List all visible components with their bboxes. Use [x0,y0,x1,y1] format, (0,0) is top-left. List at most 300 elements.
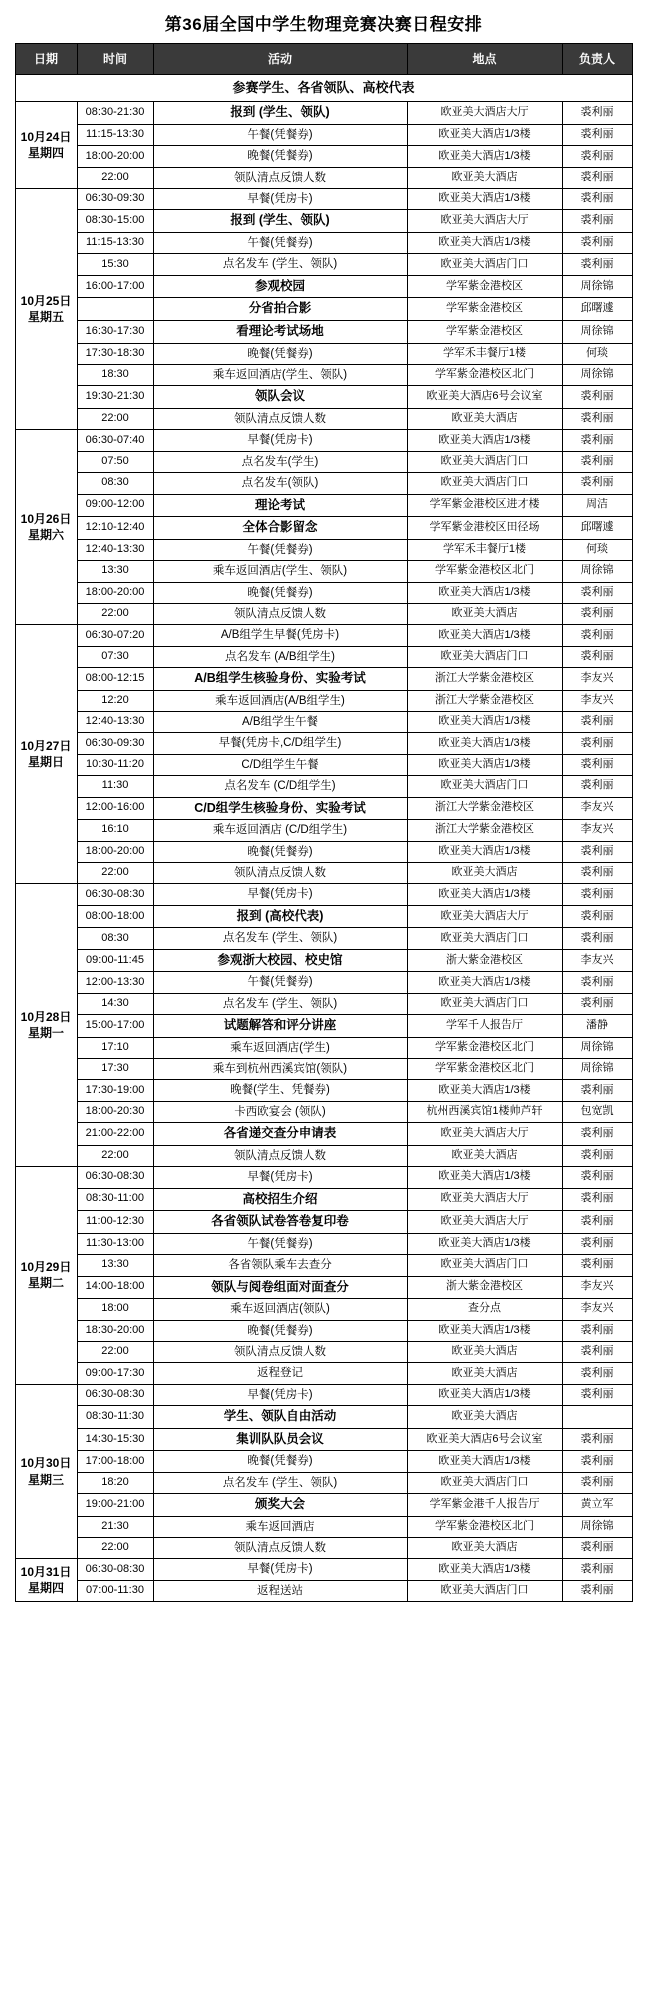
time-cell: 08:30 [77,928,153,949]
time-cell: 19:00-21:00 [77,1494,153,1517]
person-cell: 裘利丽 [562,1211,632,1234]
time-cell: 15:00-17:00 [77,1015,153,1038]
activity-cell: 试题解答和评分讲座 [153,1015,407,1038]
time-cell: 17:30 [77,1059,153,1080]
location-cell: 欧亚美大酒店1/3楼 [407,1233,562,1254]
time-cell: 13:30 [77,561,153,582]
table-row [15,1538,632,1559]
location-cell: 欧亚美大酒店门口 [407,646,562,667]
time-cell: 18:00-20:00 [77,841,153,862]
location-cell: 学军紫金港校区北门 [407,1059,562,1080]
date-cell: 10月28日 星期一 [15,884,77,1167]
time-cell: 11:30-13:00 [77,1233,153,1254]
time-cell: 07:30 [77,646,153,667]
table-row [15,668,632,691]
time-cell: 09:00-17:30 [77,1363,153,1384]
location-cell: 学军紫金港校区 [407,275,562,298]
time-cell: 08:30-11:00 [77,1188,153,1211]
person-cell: 裘利丽 [562,1428,632,1451]
person-cell: 裘利丽 [562,1363,632,1384]
person-cell: 裘利丽 [562,1320,632,1341]
time-cell: 18:00 [77,1299,153,1320]
table-row [15,972,632,993]
table-row [15,1559,632,1580]
time-cell: 22:00 [77,167,153,188]
activity-cell: C/D组学生午餐 [153,754,407,775]
table-row [15,1255,632,1276]
location-cell: 欧亚美大酒店门口 [407,928,562,949]
person-cell: 裘利丽 [562,972,632,993]
activity-cell: 点名发车 (学生、领队) [153,254,407,275]
activity-cell: 乘车返回酒店(学生、领队) [153,365,407,386]
activity-cell: 学生、领队自由活动 [153,1406,407,1429]
date-cell: 10月30日 星期三 [15,1384,77,1559]
table-row [15,1145,632,1166]
col-activity: 活动 [153,44,407,75]
time-cell: 06:30-07:20 [77,625,153,646]
time-cell: 17:10 [77,1037,153,1058]
activity-cell: 领队清点反馈人数 [153,1538,407,1559]
table-row [15,539,632,560]
activity-cell: 早餐(凭房卡) [153,430,407,451]
date-cell: 10月31日 星期四 [15,1559,77,1602]
person-cell: 裘利丽 [562,993,632,1014]
person-cell: 裘利丽 [562,167,632,188]
person-cell: 周徐锦 [562,275,632,298]
activity-cell: 乘车返回酒店 (C/D组学生) [153,820,407,841]
table-row [15,494,632,517]
subtitle-row [15,75,632,102]
location-cell: 学军禾丰餐厅1楼 [407,343,562,364]
time-cell: 06:30-07:40 [77,430,153,451]
activity-cell: 看理论考试场地 [153,321,407,344]
table-row [15,820,632,841]
time-cell: 10:30-11:20 [77,754,153,775]
location-cell: 欧亚美大酒店大厅 [407,1123,562,1146]
table-row [15,1211,632,1234]
time-cell: 22:00 [77,1145,153,1166]
activity-cell: 点名发车 (学生、领队) [153,928,407,949]
activity-cell: A/B组学生核验身份、实验考试 [153,668,407,691]
person-cell: 周徐锦 [562,1037,632,1058]
activity-cell: 各省递交查分申请表 [153,1123,407,1146]
table-row [15,1101,632,1122]
person-cell: 裘利丽 [562,1341,632,1362]
activity-cell: 乘车返回酒店 [153,1516,407,1537]
table-row [15,1341,632,1362]
person-cell: 裘利丽 [562,102,632,125]
person-cell: 裘利丽 [562,884,632,905]
person-cell: 周徐锦 [562,321,632,344]
activity-cell: 报到 (高校代表) [153,905,407,928]
person-cell: 裘利丽 [562,1472,632,1493]
person-cell: 裘利丽 [562,1384,632,1405]
location-cell: 杭州西溪宾馆1楼帅芦轩 [407,1101,562,1122]
date-cell: 10月25日 星期五 [15,189,77,430]
person-cell: 李友兴 [562,820,632,841]
time-cell: 11:00-12:30 [77,1211,153,1234]
activity-cell: 乘车返回酒店(领队) [153,1299,407,1320]
table-row [15,646,632,667]
activity-cell: 理论考试 [153,494,407,517]
activity-cell: 领队清点反馈人数 [153,1145,407,1166]
person-cell: 裘利丽 [562,1145,632,1166]
location-cell: 欧亚美大酒店1/3楼 [407,1384,562,1405]
time-cell: 12:10-12:40 [77,517,153,540]
table-row [15,862,632,883]
activity-cell: 领队清点反馈人数 [153,409,407,430]
table-row [15,1428,632,1451]
person-cell [562,1406,632,1429]
location-cell: 欧亚美大酒店6号会议室 [407,386,562,409]
person-cell: 邱曙遽 [562,517,632,540]
table-row [15,1494,632,1517]
table-row [15,561,632,582]
col-time: 时间 [77,44,153,75]
location-cell: 欧亚美大酒店1/3楼 [407,1451,562,1472]
person-cell: 裘利丽 [562,1451,632,1472]
location-cell: 查分点 [407,1299,562,1320]
person-cell: 裘利丽 [562,1167,632,1188]
person-cell: 周洁 [562,494,632,517]
time-cell: 22:00 [77,409,153,430]
activity-cell: 晚餐(学生、凭餐券) [153,1080,407,1101]
activity-cell: 乘车返回酒店(学生) [153,1037,407,1058]
activity-cell: 晚餐(凭餐券) [153,1451,407,1472]
person-cell: 裘利丽 [562,862,632,883]
table-row [15,409,632,430]
time-cell: 14:00-18:00 [77,1276,153,1299]
activity-cell: 点名发车 (学生、领队) [153,1472,407,1493]
location-cell: 欧亚美大酒店大厅 [407,1211,562,1234]
time-cell: 06:30-09:30 [77,189,153,210]
location-cell: 欧亚美大酒店1/3楼 [407,884,562,905]
location-cell: 欧亚美大酒店门口 [407,993,562,1014]
col-location: 地点 [407,44,562,75]
location-cell: 欧亚美大酒店门口 [407,451,562,472]
location-cell: 学军紫金港校区 [407,298,562,321]
activity-cell: 领队清点反馈人数 [153,1341,407,1362]
location-cell: 欧亚美大酒店 [407,167,562,188]
location-cell: 欧亚美大酒店大厅 [407,1188,562,1211]
time-cell: 16:10 [77,820,153,841]
activity-cell: 点名发车 (学生、领队) [153,993,407,1014]
location-cell: 学军紫金港校区进才楼 [407,494,562,517]
person-cell: 周徐锦 [562,1516,632,1537]
location-cell: 欧亚美大酒店大厅 [407,102,562,125]
activity-cell: 领队清点反馈人数 [153,862,407,883]
activity-cell: 早餐(凭房卡) [153,1384,407,1405]
time-cell: 15:30 [77,254,153,275]
location-cell: 欧亚美大酒店 [407,862,562,883]
table-row [15,124,632,145]
time-cell: 06:30-09:30 [77,733,153,754]
time-cell: 13:30 [77,1255,153,1276]
time-cell: 08:30-15:00 [77,210,153,233]
location-cell: 欧亚美大酒店1/3楼 [407,582,562,603]
table-row [15,928,632,949]
location-cell: 浙江大学紫金港校区 [407,820,562,841]
person-cell: 裘利丽 [562,776,632,797]
activity-cell: 返程送站 [153,1580,407,1601]
location-cell: 欧亚美大酒店1/3楼 [407,124,562,145]
table-row [15,603,632,624]
time-cell: 18:20 [77,1472,153,1493]
person-cell: 裘利丽 [562,841,632,862]
activity-cell: A/B组学生午餐 [153,712,407,733]
table-row [15,1363,632,1384]
activity-cell: 领队与阅卷组面对面查分 [153,1276,407,1299]
activity-cell: 领队清点反馈人数 [153,603,407,624]
time-cell: 16:00-17:00 [77,275,153,298]
table-row [15,949,632,972]
activity-cell: 午餐(凭餐券) [153,124,407,145]
activity-cell: 高校招生介绍 [153,1188,407,1211]
activity-cell: 乘车到杭州西溪宾馆(领队) [153,1059,407,1080]
activity-cell: 晚餐(凭餐券) [153,582,407,603]
date-cell: 10月24日 星期四 [15,102,77,189]
location-cell: 欧亚美大酒店 [407,1145,562,1166]
time-cell: 17:00-18:00 [77,1451,153,1472]
time-cell: 11:15-13:30 [77,233,153,254]
table-row [15,841,632,862]
table-row [15,386,632,409]
table-row [15,1451,632,1472]
time-cell: 12:20 [77,690,153,711]
activity-cell: 领队会议 [153,386,407,409]
location-cell: 欧亚美大酒店1/3楼 [407,1320,562,1341]
time-cell: 22:00 [77,862,153,883]
activity-cell: 早餐(凭房卡,C/D组学生) [153,733,407,754]
table-row [15,1516,632,1537]
time-cell: 16:30-17:30 [77,321,153,344]
table-row [15,365,632,386]
table-row [15,298,632,321]
person-cell: 裘利丽 [562,928,632,949]
col-date: 日期 [15,44,77,75]
time-cell: 06:30-08:30 [77,1167,153,1188]
activity-cell: 午餐(凭餐券) [153,1233,407,1254]
location-cell: 浙大紫金港校区 [407,1276,562,1299]
person-cell: 潘静 [562,1015,632,1038]
table-row [15,582,632,603]
time-cell: 11:15-13:30 [77,124,153,145]
person-cell: 李友兴 [562,797,632,820]
activity-cell: 早餐(凭房卡) [153,1559,407,1580]
person-cell: 李友兴 [562,690,632,711]
person-cell: 裘利丽 [562,233,632,254]
table-row [15,1080,632,1101]
activity-cell: 点名发车(领队) [153,473,407,494]
location-cell: 欧亚美大酒店1/3楼 [407,233,562,254]
time-cell: 18:00-20:00 [77,582,153,603]
person-cell: 李友兴 [562,668,632,691]
location-cell: 学军紫金港校区北门 [407,1516,562,1537]
table-row [15,473,632,494]
time-cell: 19:30-21:30 [77,386,153,409]
person-cell: 裘利丽 [562,1255,632,1276]
subtitle: 参赛学生、各省领队、高校代表 [15,75,632,102]
time-cell: 08:00-12:15 [77,668,153,691]
activity-cell: 全体合影留念 [153,517,407,540]
activity-cell: 早餐(凭房卡) [153,189,407,210]
table-row [15,905,632,928]
time-cell: 06:30-08:30 [77,884,153,905]
person-cell: 裘利丽 [562,430,632,451]
time-cell: 22:00 [77,1341,153,1362]
location-cell: 欧亚美大酒店1/3楼 [407,841,562,862]
activity-cell: 颁奖大会 [153,1494,407,1517]
location-cell: 欧亚美大酒店1/3楼 [407,1167,562,1188]
person-cell: 裘利丽 [562,210,632,233]
time-cell: 08:30 [77,473,153,494]
person-cell: 裘利丽 [562,451,632,472]
location-cell: 欧亚美大酒店1/3楼 [407,146,562,167]
table-row [15,1320,632,1341]
table-row [15,1580,632,1601]
location-cell: 学军紫金港千人报告厅 [407,1494,562,1517]
person-cell: 裘利丽 [562,1559,632,1580]
col-person: 负责人 [562,44,632,75]
activity-cell: 午餐(凭餐券) [153,972,407,993]
time-cell: 06:30-08:30 [77,1384,153,1405]
location-cell: 欧亚美大酒店1/3楼 [407,1080,562,1101]
person-cell: 裘利丽 [562,409,632,430]
location-cell: 欧亚美大酒店1/3楼 [407,754,562,775]
activity-cell: A/B组学生早餐(凭房卡) [153,625,407,646]
activity-cell: 领队清点反馈人数 [153,167,407,188]
table-row [15,1299,632,1320]
table-row [15,210,632,233]
person-cell: 周徐锦 [562,561,632,582]
activity-cell: 报到 (学生、领队) [153,210,407,233]
time-cell: 17:30-19:00 [77,1080,153,1101]
person-cell: 李友兴 [562,1299,632,1320]
location-cell: 学军紫金港校区北门 [407,365,562,386]
time-cell: 08:30-11:30 [77,1406,153,1429]
location-cell: 欧亚美大酒店 [407,409,562,430]
activity-cell: 点名发车(学生) [153,451,407,472]
time-cell: 12:00-13:30 [77,972,153,993]
time-cell: 18:30-20:00 [77,1320,153,1341]
location-cell: 欧亚美大酒店1/3楼 [407,430,562,451]
table-row [15,1167,632,1188]
time-cell: 18:00-20:30 [77,1101,153,1122]
location-cell: 学军紫金港校区北门 [407,561,562,582]
activity-cell: 晚餐(凭餐券) [153,146,407,167]
date-cell: 10月27日 星期日 [15,625,77,884]
person-cell: 裘利丽 [562,733,632,754]
time-cell: 12:00-16:00 [77,797,153,820]
location-cell: 欧亚美大酒店门口 [407,1472,562,1493]
activity-cell: 晚餐(凭餐券) [153,841,407,862]
time-cell: 14:30-15:30 [77,1428,153,1451]
time-cell: 06:30-08:30 [77,1559,153,1580]
activity-cell: C/D组学生核验身份、实验考试 [153,797,407,820]
person-cell: 裘利丽 [562,712,632,733]
table-row [15,167,632,188]
person-cell: 裘利丽 [562,1188,632,1211]
time-cell: 07:50 [77,451,153,472]
table-row [15,275,632,298]
location-cell: 欧亚美大酒店 [407,1341,562,1362]
table-row [15,712,632,733]
location-cell: 欧亚美大酒店大厅 [407,210,562,233]
table-row [15,1123,632,1146]
activity-cell: 乘车返回酒店(A/B组学生) [153,690,407,711]
activity-cell: 晚餐(凭餐券) [153,1320,407,1341]
table-row [15,1015,632,1038]
person-cell: 何琰 [562,343,632,364]
person-cell: 裘利丽 [562,1233,632,1254]
table-row [15,430,632,451]
location-cell: 欧亚美大酒店 [407,1538,562,1559]
location-cell: 学军紫金港校区 [407,321,562,344]
person-cell: 包宽凯 [562,1101,632,1122]
activity-cell: 点名发车 (C/D组学生) [153,776,407,797]
page-title: 第36届全国中学生物理竞赛决赛日程安排 [164,15,483,34]
activity-cell: 早餐(凭房卡) [153,1167,407,1188]
time-cell: 08:00-18:00 [77,905,153,928]
location-cell: 欧亚美大酒店1/3楼 [407,189,562,210]
location-cell: 浙江大学紫金港校区 [407,668,562,691]
time-cell: 21:30 [77,1516,153,1537]
location-cell: 欧亚美大酒店1/3楼 [407,625,562,646]
location-cell: 欧亚美大酒店门口 [407,473,562,494]
time-cell: 08:30-21:30 [77,102,153,125]
time-cell: 22:00 [77,1538,153,1559]
table-row [15,517,632,540]
person-cell: 裘利丽 [562,582,632,603]
location-cell: 浙江大学紫金港校区 [407,690,562,711]
table-row [15,1233,632,1254]
header-row [15,44,632,75]
activity-cell: 参观校园 [153,275,407,298]
activity-cell: 集训队队员会议 [153,1428,407,1451]
table-row [15,797,632,820]
person-cell: 裘利丽 [562,1580,632,1601]
time-cell: 12:40-13:30 [77,539,153,560]
location-cell: 欧亚美大酒店 [407,1406,562,1429]
table-row [15,1059,632,1080]
person-cell: 裘利丽 [562,1080,632,1101]
person-cell: 裘利丽 [562,254,632,275]
location-cell: 浙江大学紫金港校区 [407,797,562,820]
time-cell: 12:40-13:30 [77,712,153,733]
location-cell: 欧亚美大酒店1/3楼 [407,1559,562,1580]
table-header [15,44,632,75]
time-cell [77,298,153,321]
location-cell: 欧亚美大酒店大厅 [407,905,562,928]
table-row [15,733,632,754]
schedule-table [15,43,633,1602]
location-cell: 欧亚美大酒店1/3楼 [407,712,562,733]
location-cell: 欧亚美大酒店1/3楼 [407,733,562,754]
table-row [15,1406,632,1429]
time-cell: 14:30 [77,993,153,1014]
activity-cell: 乘车返回酒店(学生、领队) [153,561,407,582]
time-cell: 18:30 [77,365,153,386]
person-cell: 裘利丽 [562,124,632,145]
activity-cell: 各省领队试卷答卷复印卷 [153,1211,407,1234]
location-cell: 学军紫金港校区田径场 [407,517,562,540]
time-cell: 09:00-12:00 [77,494,153,517]
activity-cell: 卡西欧宴会 (领队) [153,1101,407,1122]
table-row [15,254,632,275]
table-row [15,102,632,125]
activity-cell: 晚餐(凭餐券) [153,343,407,364]
table-row [15,1384,632,1405]
